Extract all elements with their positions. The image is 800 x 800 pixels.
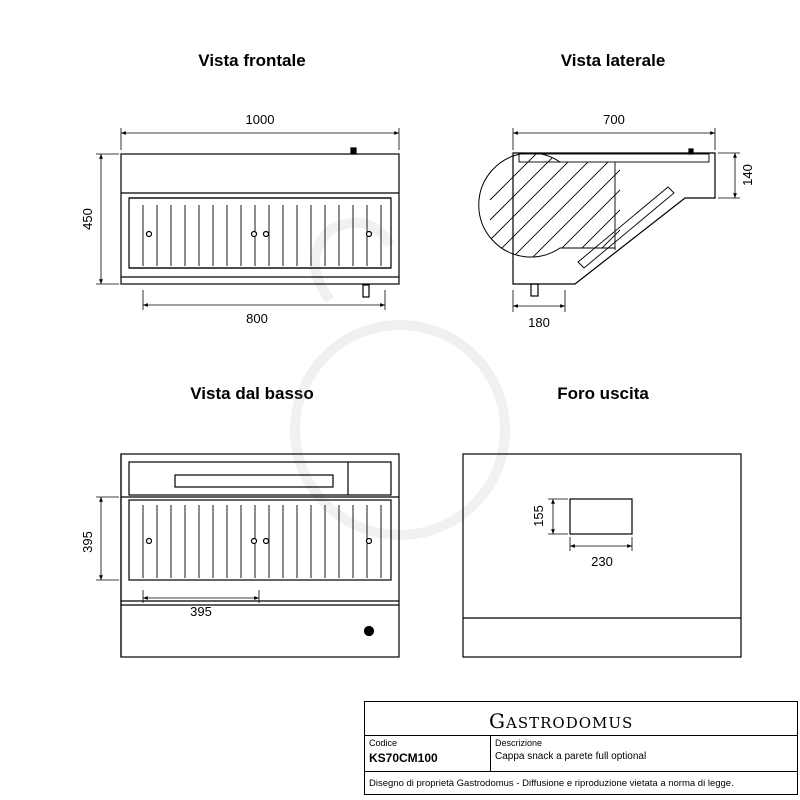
code-cell [365,736,491,771]
top-switch [351,148,356,154]
outlet-height-label: 155 [531,505,546,527]
front-width-label: 1000 [245,112,275,127]
copyright-note: Disegno di proprietà Gastrodomus - Diffusione e riproduzione vietata a norma di legge. [369,778,734,789]
side-view [479,130,715,296]
front-filter-slats [143,205,381,266]
fan-hatching [490,130,650,270]
side-depth-label: 700 [603,112,625,127]
desc-label: Descrizione [495,738,543,748]
front-view-title: Vista frontale [198,51,306,70]
company-logo [489,709,633,733]
bottom-view [121,454,399,657]
watermark-logo [295,223,505,535]
code-value: KS70CM100 [369,751,438,765]
front-filter-handles [147,232,372,237]
code-label: Codice [369,738,398,748]
logo-text: ASTRODOMUS [505,714,634,732]
bottom-inner-label: 395 [190,604,212,619]
front-height-label: 450 [80,208,95,230]
outlet-hole [570,499,632,534]
title-block [364,701,798,795]
logo-initial: G [489,709,506,733]
bottom-view-title: Vista dal basso [190,384,314,403]
outlet-view-title: Foro uscita [557,384,649,403]
bottom-drain [365,627,374,636]
outlet-dimensions [548,499,632,551]
desc-value: Cappa snack a parete full optional [495,751,647,762]
side-top-label: 140 [740,164,755,186]
drain-tap [363,285,369,297]
bottom-height-label: 395 [80,531,95,553]
title-block-info-row [365,736,797,772]
outlet-width-label: 230 [591,554,613,569]
title-block-logo-row [365,702,797,736]
front-inner-label: 800 [246,311,268,326]
bottom-filter-handles [147,539,372,544]
side-bottom-label: 180 [528,315,550,330]
side-view-title: Vista laterale [560,51,666,70]
